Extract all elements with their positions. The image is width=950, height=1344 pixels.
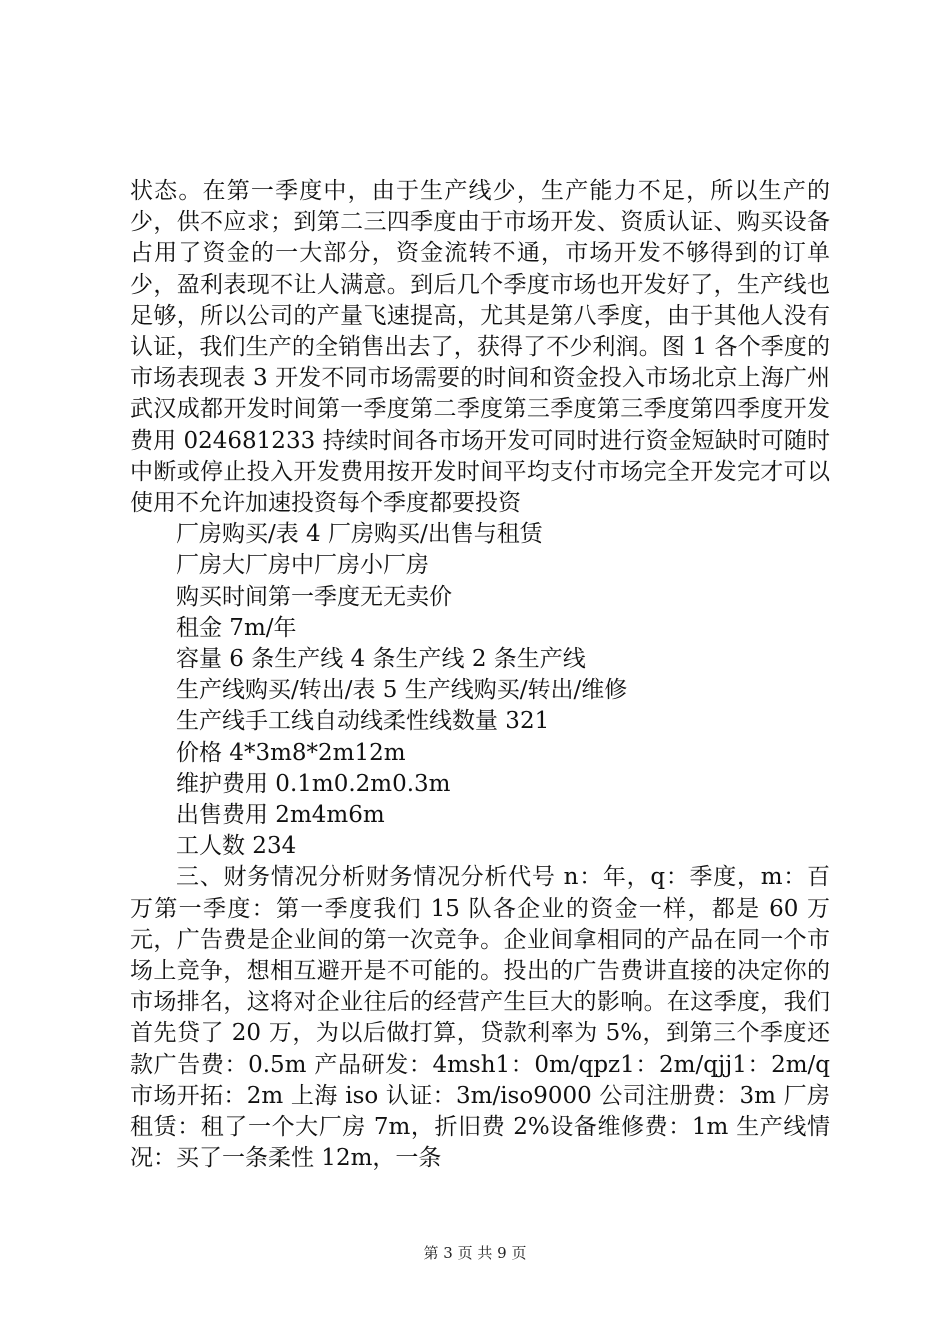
page-footer: 第 3 页 共 9 页 <box>423 1244 527 1262</box>
document-body <box>130 176 830 1175</box>
paragraph-financial-analysis: 三、财务情况分析财务情况分析代号 n：年，q：季度，m：百万第一季度：第一季度我们 15 队各企业的资金一样，都是 60 万元，广告费是企业间的第一次竞争。企业间拿相同的产品在同一个市场上竞争，想相互避开是不可能的。投出的广告费讲直接的决定你的市场排名，这将对企业往后的经营产生巨大的影响。在这季度，我们首先贷了 20 万，为以后做打算，贷款利率为 5%，到第三个季度还款广告费：0.5m 产品研发：4msh1：0m/qpz1：2m/qjj1：2m/q 市场开拓：2m 上海 iso 认证：3m/iso9000 公司注册费：3m 厂房租赁：租了一个大厂房 7m，折旧费 2%设备维修费：1m 生产线情况：买了一条柔性 12m，一条 <box>130 864 830 1172</box>
list-item: 生产线手工线自动线柔性线数量 321 <box>176 708 550 735</box>
list-item: 价格 4*3m8*2m12m <box>176 739 406 766</box>
list-item: 厂房购买/表 4 厂房购买/出售与租赁 <box>176 521 543 548</box>
table-lines <box>130 519 830 862</box>
list-item: 出售费用 2m4m6m <box>176 802 385 829</box>
list-item: 租金 7m/年 <box>176 614 297 641</box>
paragraph-market-analysis: 状态。在第一季度中，由于生产线少，生产能力不足，所以生产的少，供不应求；到第二三四季度由于市场开发、资质认证、购买设备占用了资金的一大部分，资金流转不通，市场开发不够得到的订单少，盈利表现不让人满意。到后几个季度市场也开发好了，生产线也足够，所以公司的产量飞速提高，尤其是第八季度，由于其他人没有认证，我们生产的全销售出去了，获得了不少利润。图 1 各个季度的市场表现表 3 开发不同市场需要的时间和资金投入市场北京上海广州武汉成都开发时间第一季度第二季度第三季度第三季度第四季度开发费用 024681233 持续时间各市场开发可同时进行资金短缺时可随时中断或停止投入开发费用按开发时间平均支付市场完全开发完才可以使用不允许加速投资每个季度都要投资 <box>130 178 830 517</box>
list-item: 工人数 234 <box>176 833 297 860</box>
list-item: 容量 6 条生产线 4 条生产线 2 条生产线 <box>176 646 586 673</box>
list-item: 生产线购买/转出/表 5 生产线购买/转出/维修 <box>176 677 628 704</box>
list-item: 购买时间第一季度无无卖价 <box>176 583 452 610</box>
list-item: 维护费用 0.1m0.2m0.3m <box>176 770 451 797</box>
list-item: 厂房大厂房中厂房小厂房 <box>176 552 429 579</box>
